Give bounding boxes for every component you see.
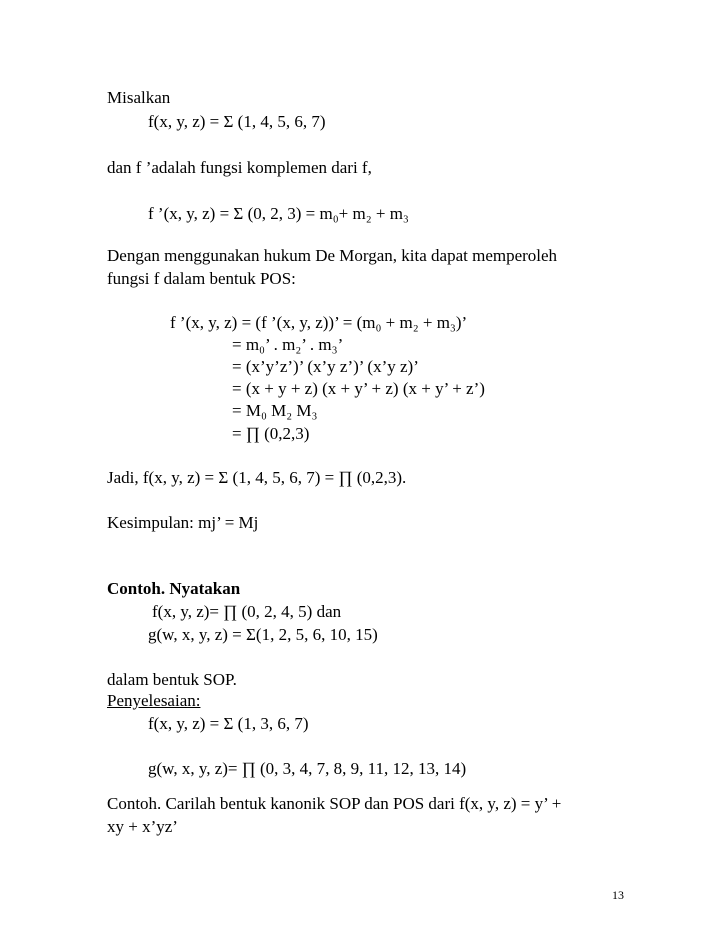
equation-line: f(x, y, z) = Σ (1, 3, 6, 7) [148,714,309,733]
text-line: dan f ’adalah fungsi komplemen dari f, [107,158,372,177]
text-line: xy + x’yz’ [107,817,178,836]
equation-line: f(x, y, z) = Σ (1, 4, 5, 6, 7) [148,112,326,131]
equation-line: f(x, y, z)= ∏ (0, 2, 4, 5) dan [152,602,342,621]
text-line: Kesimpulan: mj’ = Mj [107,513,259,532]
equation-line: = ∏ (0,2,3) [232,424,310,443]
equation-line: g(w, x, y, z)= ∏ (0, 3, 4, 7, 8, 9, 11, 12, 13, 14) [148,759,467,778]
example-heading: Contoh. Nyatakan [107,579,241,598]
solution-heading: Penyelesaian: [107,691,201,710]
page-number: 13 [612,888,624,902]
equation-line: f ’(x, y, z) = Σ (0, 2, 3) = m₀+ m₂ + m₃ [148,204,409,223]
text-line: Jadi, f(x, y, z) = Σ (1, 4, 5, 6, 7) = ∏ (0,2,3). [107,468,407,487]
text-line: dalam bentuk SOP. [107,670,237,689]
equation-line: f ’(x, y, z) = (f ’(x, y, z))’ = (m₀ + m₂ + m₃)’ [170,313,468,332]
text-line: fungsi f dalam bentuk POS: [107,269,296,288]
equation-line: = m₀’ . m₂’ . m₃’ [232,335,344,354]
text-line: Contoh. Carilah bentuk kanonik SOP dan POS dari f(x, y, z) = y’ + [107,794,562,813]
text-line: Dengan menggunakan hukum De Morgan, kita dapat memperoleh [107,246,558,265]
equation-line: = (x’y’z’)’ (x’y z’)’ (x’y z)’ [232,357,419,376]
text-line: Misalkan [107,88,171,107]
equation-line: g(w, x, y, z) = Σ(1, 2, 5, 6, 10, 15) [148,625,378,644]
equation-line: = M₀ M₂ M₃ [232,401,318,420]
equation-line: = (x + y + z) (x + y’ + z) (x + y’ + z’) [232,379,485,398]
